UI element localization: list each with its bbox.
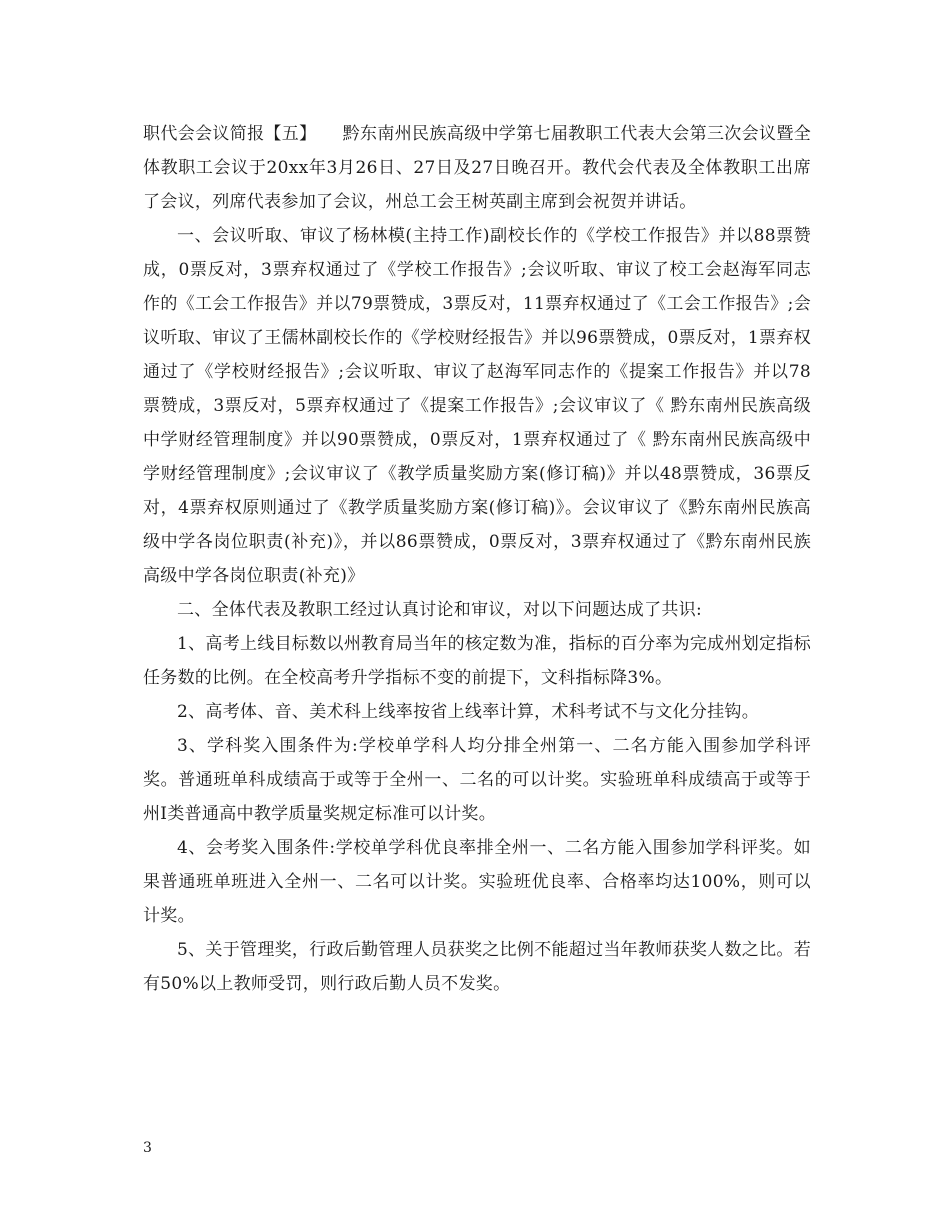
paragraph-item-4: 4、会考奖入围条件:学校单学科优良率排全州一、二名方能入围参加学科评奖。如果普通班单班进入全州一、二名可以计奖。实验班优良率、合格率均达100%，则可以计奖。 bbox=[143, 838, 811, 926]
paragraph-section-1: 一、会议听取、审议了杨林模(主持工作)副校长作的《学校工作报告》并以88票赞成，0票反对，3票弃权通过了《学校工作报告》;会议听取、审议了校工会赵海军同志作的《工会工作报告》并以79票赞成，3票反对，11票弃权通过了《工会工作报告》;会议听取、审议了王儒林副校长作的《学校财经报告》并以96票赞成，0票反对，1票弃权通过了《学校财经报告》;会议听取、审议了赵海军同志作的《提案工作报告》并以78票赞成，3票反对，5票弃权通过了《提案工作报告》;会议审议了《 黔东南州民族高级中学财经管理制度》并以90票赞成，0票反对，1票弃权通过了《 黔东南州民族高级中学财经管理制度》;会议审议了《教学质量奖励方案(修订稿)》并以48票赞成，36票反对，4票弃权原则通过了《教学质量奖励方案(修订稿)》。会议审议了《黔东南州民族高级中学各岗位职责(补充)》，并以86票赞成，0票反对，3票弃权通过了《黔东南州民族高级中学各岗位职责(补充)》 bbox=[143, 226, 811, 586]
paragraph-intro: 职代会会议简报【五】 黔东南州民族高级中学第七届教职工代表大会第三次会议暨全体教职工会议于20xx年3月26日、27日及27日晚召开。教代会代表及全体教职工出席了会议，列席代表参加了会议，州总工会王树英副主席到会祝贺并讲话。 bbox=[143, 124, 811, 212]
document-body bbox=[143, 117, 811, 1001]
paragraph-item-1: 1、高考上线目标数以州教育局当年的核定数为准，指标的百分率为完成州划定指标任务数的比例。在全校高考升学指标不变的前提下，文科指标降3%。 bbox=[143, 634, 811, 688]
paragraph-item-2: 2、高考体、音、美术科上线率按省上线率计算，术科考试不与文化分挂钩。 bbox=[177, 702, 760, 722]
paragraph-section-2: 二、全体代表及教职工经过认真讨论和审议，对以下问题达成了共识: bbox=[177, 600, 703, 620]
paragraph-item-5: 5、关于管理奖，行政后勤管理人员获奖之比例不能超过当年教师获奖人数之比。若有50%以上教师受罚，则行政后勤人员不发奖。 bbox=[143, 940, 811, 994]
page-number: 3 bbox=[143, 1140, 152, 1156]
paragraph-item-3: 3、学科奖入围条件为:学校单学科人均分排全州第一、二名方能入围参加学科评奖。普通班单科成绩高于或等于全州一、二名的可以计奖。实验班单科成绩高于或等于州Ⅰ类普通高中教学质量奖规定标准可以计奖。 bbox=[143, 736, 811, 824]
